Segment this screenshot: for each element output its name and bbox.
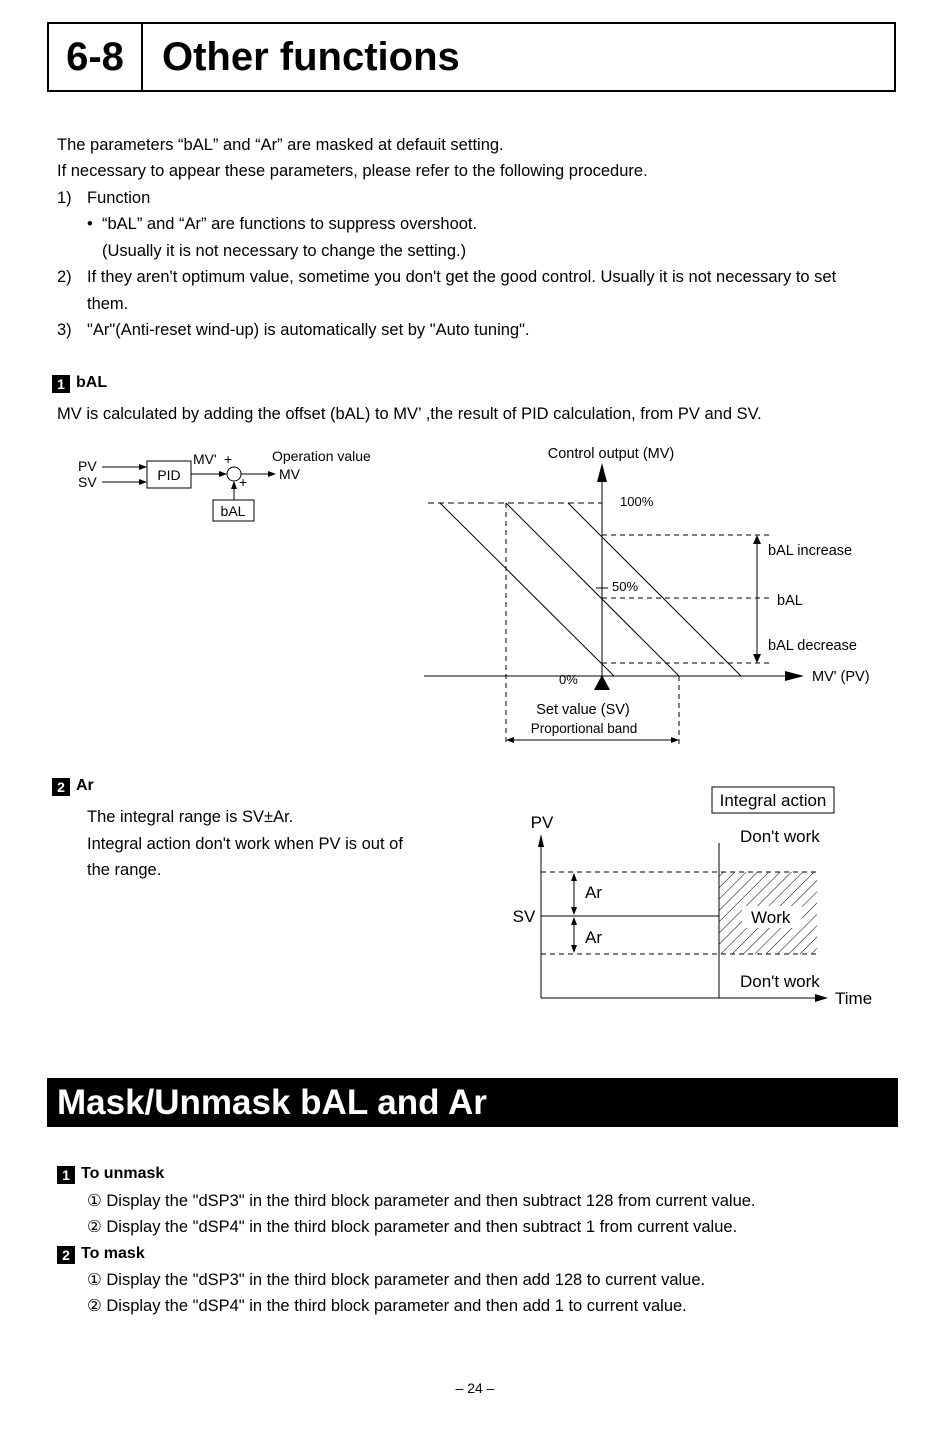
ar-time-label: Time (835, 989, 873, 1008)
unmask-heading (57, 1164, 164, 1184)
bd-bal-label: bAL (220, 503, 246, 519)
page-number: – 24 – (455, 1380, 495, 1396)
ar-dont-work-bottom: Don't work (740, 972, 820, 991)
prop-band-arrow-left (506, 737, 514, 743)
section-number: 6-8 (49, 24, 143, 90)
item-3-text: "Ar"(Anti-reset wind-up) is automatically set by "Auto tuning". (87, 321, 530, 339)
bullet-text: “bAL” and “Ar” are functions to suppress overshoot. (102, 215, 478, 233)
mask-step-2: ② Display the "dSP4" in the third block parameter and then add 1 to current value. (87, 1297, 687, 1315)
bal-heading-text: bAL (76, 374, 108, 391)
bal-100-label: 100% (620, 494, 654, 509)
set-value-marker (594, 675, 610, 690)
item-2-num: 2) (57, 268, 72, 286)
ar-text-1: The integral range is SV±Ar. (87, 808, 294, 826)
bal-range-arrow-down (753, 654, 761, 663)
ar-text-3: the range. (87, 861, 162, 879)
prop-band-arrow-right (671, 737, 679, 743)
section-title: Other functions (162, 35, 460, 79)
ar-x-arrowhead (815, 994, 828, 1002)
bd-mv-label: MV (279, 466, 300, 482)
ar-bottom-arrow-up (571, 917, 577, 925)
item-2-text: If they aren't optimum value, sometime you don't get the good control. Usually it is not necessary to set (87, 268, 837, 286)
bd-operation-value: Operation value (272, 448, 371, 464)
ar-heading-text: Ar (76, 777, 94, 794)
bd-mvprime-label: MV' (193, 451, 217, 467)
item-1-num: 1) (57, 189, 72, 207)
block-diagram (78, 448, 371, 521)
ar-work-label: Work (751, 908, 791, 927)
bal-50-label: 50% (612, 579, 639, 594)
bd-sv-label: SV (78, 474, 97, 490)
ar-pv-label: PV (530, 813, 554, 832)
bal-range-arrow-up (753, 535, 761, 544)
bal-chart-x-label: MV' (PV) (812, 669, 870, 685)
bal-description: MV is calculated by adding the offset (bAL) to MV’ ,the result of PID calculation, from PV and SV. (57, 405, 762, 423)
bal-chart-y-label: Control output (MV) (547, 446, 675, 462)
ar-dont-work-top: Don't work (740, 827, 820, 846)
bal-number-box: 1 (52, 375, 70, 393)
ar-number-box: 2 (52, 778, 70, 796)
unmask-number-box: 1 (57, 1166, 75, 1184)
bd-plus-top: + (224, 451, 233, 467)
ar-heading (52, 776, 94, 796)
bal-chart (424, 446, 870, 746)
bal-decrease-label: bAL decrease (768, 638, 857, 654)
bal-line-center (506, 503, 679, 676)
bd-plus-bottom: + (239, 474, 248, 490)
ar-bottom-label: Ar (585, 928, 602, 947)
bullet-text-2: (Usually it is not necessary to change the setting.) (102, 242, 467, 260)
unmask-step-2: ② Display the "dSP4" in the third block parameter and then subtract 1 from current value. (87, 1218, 738, 1236)
item-3-num: 3) (57, 321, 72, 339)
mask-heading (57, 1244, 145, 1264)
bd-pv-label: PV (78, 458, 97, 474)
mask-unmask-heading: Mask/Unmask bAL and Ar (47, 1078, 898, 1127)
bal-line-decrease (440, 503, 614, 676)
intro-line-1: The parameters “bAL” and “Ar” are masked at defauit setting. (57, 136, 504, 154)
prop-band-label: Proportional band (530, 721, 638, 736)
set-value-label: Set value (SV) (536, 702, 630, 718)
item-2-text-2: them. (87, 295, 129, 313)
ar-text-2: Integral action don't work when PV is out of (87, 835, 403, 853)
ar-top-arrow-down (571, 907, 577, 915)
ar-top-arrow-up (571, 873, 577, 881)
ar-sv-label: SV (512, 907, 536, 926)
bal-label: bAL (777, 593, 803, 609)
item-1-text: Function (87, 189, 151, 207)
bullet-marker: • (87, 215, 93, 233)
ar-chart (513, 787, 873, 1008)
bal-0-label: 0% (559, 672, 578, 687)
bd-pid-label: PID (157, 467, 181, 483)
intro-line-2: If necessary to appear these parameters, please refer to the following procedure. (57, 162, 648, 180)
unmask-step-1: ① Display the "dSP3" in the third block parameter and then subtract 128 from current value. (87, 1192, 756, 1210)
bal-chart-x-arrowhead (785, 671, 804, 681)
ar-y-arrowhead (538, 834, 544, 847)
bal-chart-y-arrowhead (597, 463, 607, 482)
mask-number-box: 2 (57, 1246, 75, 1264)
unmask-heading-text: To unmask (81, 1165, 165, 1182)
ar-top-label: Ar (585, 883, 602, 902)
bal-line-increase (568, 503, 741, 676)
mask-heading-text: To mask (81, 1245, 145, 1262)
mask-step-1: ① Display the "dSP3" in the third block parameter and then add 128 to current value. (87, 1271, 706, 1289)
ar-bottom-arrow-down (571, 945, 577, 953)
integral-action-label: Integral action (719, 791, 827, 810)
bal-increase-label: bAL increase (768, 543, 853, 559)
